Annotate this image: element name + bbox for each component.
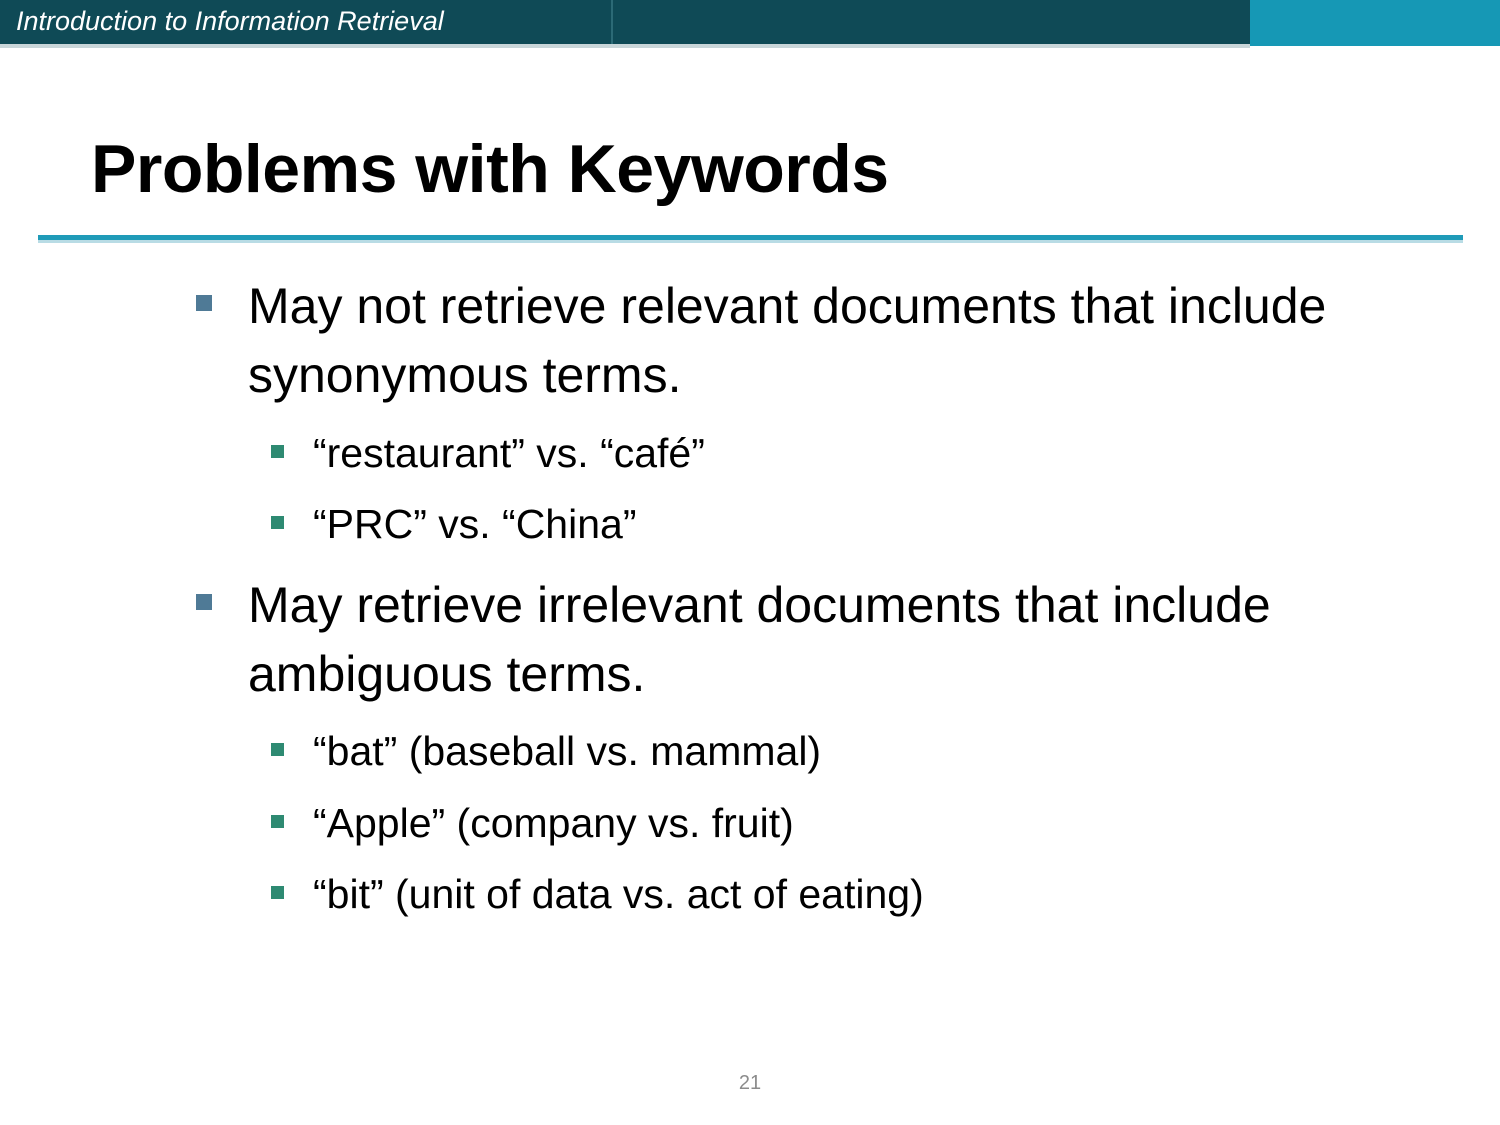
sub-bullet-item: “PRC” vs. “China”: [313, 501, 637, 547]
sub-bullet-item: “bit” (unit of data vs. act of eating): [313, 871, 924, 917]
sub-bullet-marker: [271, 516, 284, 529]
bullet-item: May not retrieve relevant documents that include synonymous terms.: [248, 278, 1327, 403]
bullet-item: May retrieve irrelevant documents that include ambiguous terms.: [248, 577, 1271, 702]
slide-title: Problems with Keywords: [91, 131, 889, 207]
header-divider: [611, 0, 613, 46]
sub-bullet-marker: [271, 815, 284, 828]
sub-bullet-marker: [271, 886, 284, 899]
sub-bullet-marker: [271, 445, 284, 458]
sub-bullet-item: “bat” (baseball vs. mammal): [313, 728, 822, 774]
sub-bullet-marker: [271, 743, 284, 756]
title-rule-shadow: [38, 240, 1463, 243]
bullet-marker: [196, 295, 212, 311]
page-number: 21: [738, 1072, 762, 1094]
course-title: Introduction to Information Retrieval: [16, 6, 444, 36]
sub-bullet-item: “Apple” (company vs. fruit): [313, 800, 794, 846]
header-accent-band: [1250, 0, 1500, 46]
sub-bullet-item: “restaurant” vs. “café”: [313, 430, 705, 476]
bullet-marker: [196, 594, 212, 610]
header-underline: [0, 44, 1250, 48]
